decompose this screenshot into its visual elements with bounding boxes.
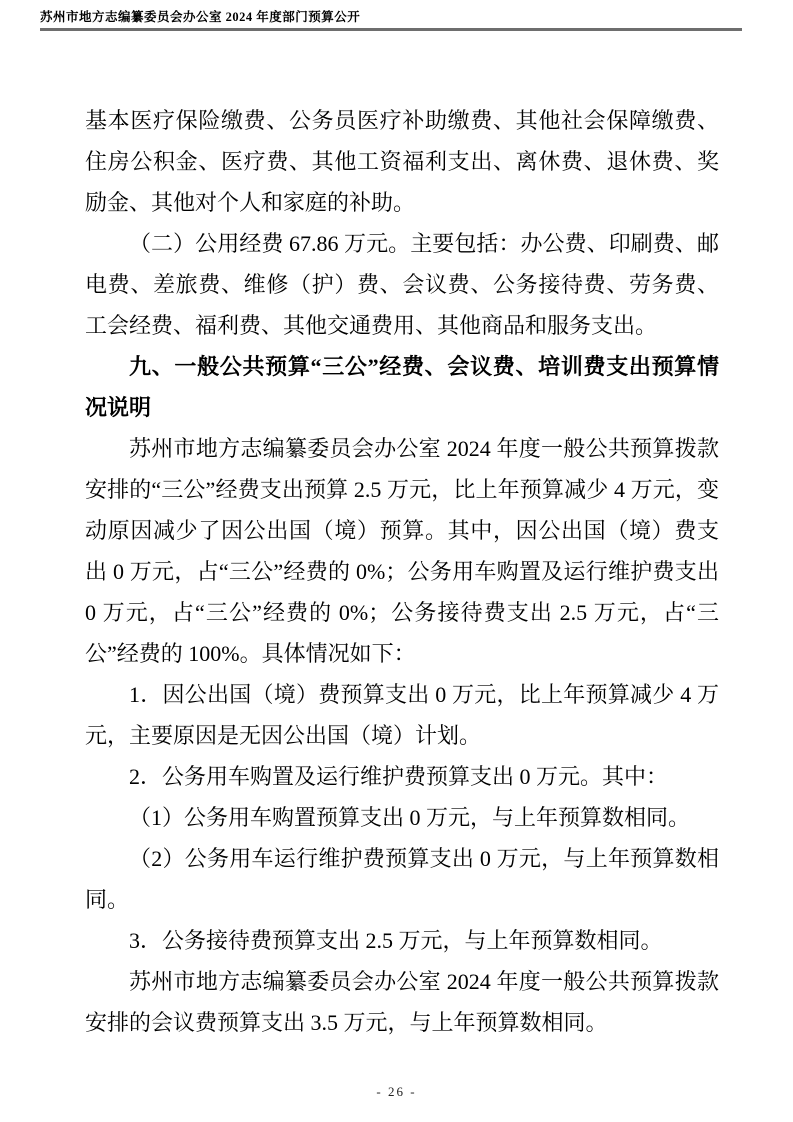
paragraph-item-2-2-vehicle-maintenance: （2）公务用车运行维护费预算支出 0 万元，与上年预算数相同。 (85, 846, 719, 912)
paragraph-benefits-continuation: 基本医疗保险缴费、公务员医疗补助缴费、其他社会保障缴费、住房公积金、医疗费、其他工资福利支出、离休费、退休费、奖励金、其他对个人和家庭的补助。 (85, 108, 719, 215)
paragraph-three-public-overview: 苏州市地方志编纂委员会办公室 2024 年度一般公共预算拨款安排的“三公”经费支出预算 2.5 万元，比上年预算减少 4 万元，变动原因减少了因公出国（境）预算。其中，因公出国（境）费支出 0 万元，占“三公”经费的 0%；公务用车购置及运行维护费支出 0 万元，占“三公”经费的 0%；公务接待费支出 2.5 万元，占“三公”经费的 100%。具体情况如下： (85, 436, 719, 666)
header-title: 苏州市地方志编纂委员会办公室 2024 年度部门预算公开 (40, 10, 361, 24)
paragraph-meeting-fee: 苏州市地方志编纂委员会办公室 2024 年度一般公共预算拨款安排的会议费预算支出 3.5 万元，与上年预算数相同。 (85, 969, 719, 1035)
page-footer (0, 1083, 793, 1101)
paragraph-item-2-vehicle-expense: 2．公务用车购置及运行维护费预算支出 0 万元。其中： (129, 764, 669, 789)
paragraph-item-1-abroad-expense: 1．因公出国（境）费预算支出 0 万元，比上年预算减少 4 万元，主要原因是无因公出国（境）计划。 (85, 682, 719, 748)
section-heading-nine: 九、一般公共预算“三公”经费、会议费、培训费支出预算情况说明 (85, 354, 719, 420)
paragraph-public-funds: （二）公用经费 67.86 万元。主要包括：办公费、印刷费、邮电费、差旅费、维修（护）费、会议费、公务接待费、劳务费、工会经费、福利费、其他交通费用、其他商品和服务支出。 (85, 231, 719, 338)
page-number: - 26 - (376, 1084, 417, 1099)
page-header (40, 10, 742, 31)
paragraph-item-2-1-vehicle-purchase: （1）公务用车购置预算支出 0 万元，与上年预算数相同。 (129, 805, 691, 830)
document-body (85, 100, 719, 1043)
paragraph-item-3-reception-expense: 3．公务接待费预算支出 2.5 万元，与上年预算数相同。 (129, 928, 663, 953)
